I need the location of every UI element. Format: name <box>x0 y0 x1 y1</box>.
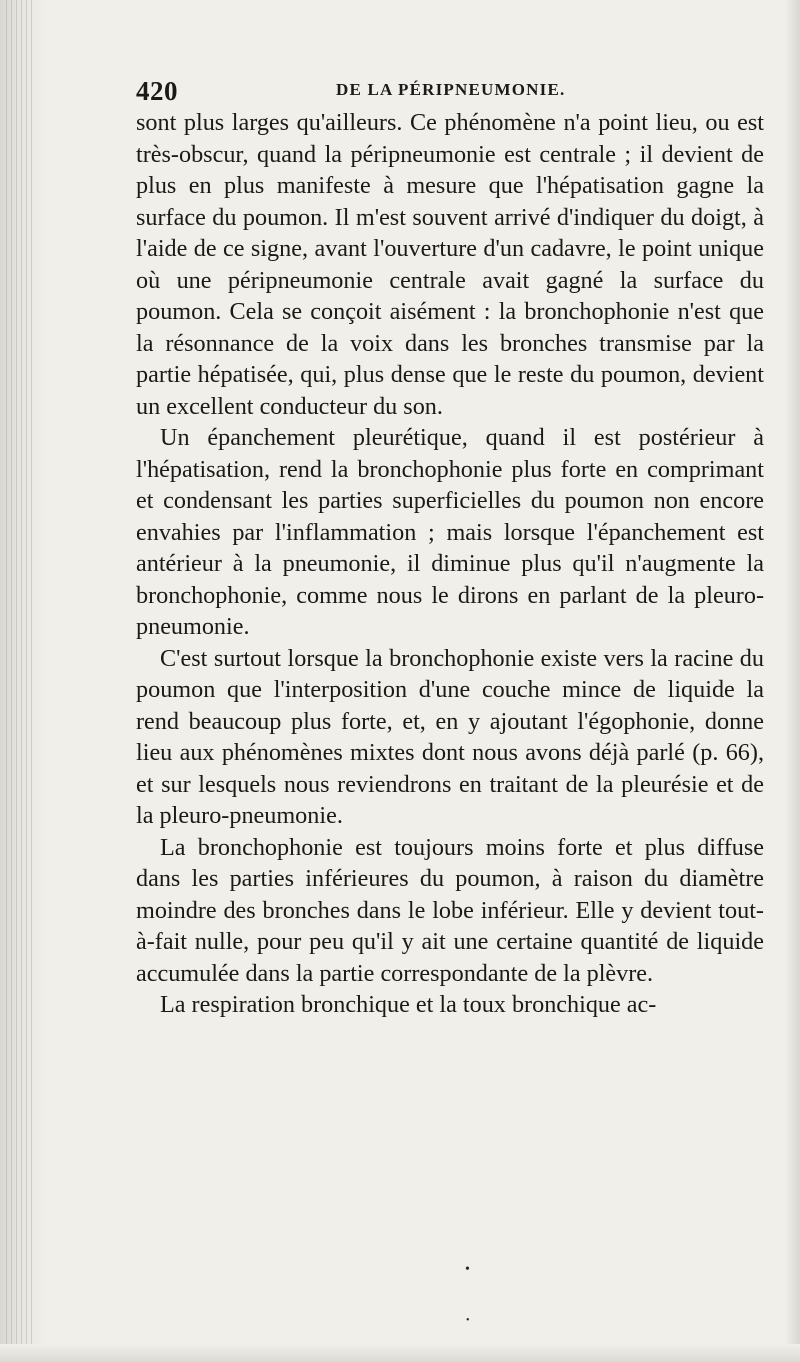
running-head: DE LA PÉRIPNEUMONIE. <box>336 80 566 99</box>
page-header <box>136 76 796 104</box>
page-number: 420 <box>136 76 178 106</box>
page-right-edge <box>786 0 800 1362</box>
print-speck: • <box>466 1315 470 1326</box>
page-bottom-edge <box>0 1344 800 1362</box>
paragraph-3: C'est surtout lorsque la bronchophonie existe vers la racine du poumon que l'interposition d'une couche mince de liquide la rend beaucoup plus forte, et, en y ajoutant l'égophonie, donne lieu aux phénomènes mixtes dont nous avons déjà parlé (p. 66), et sur lesquels nous reviendrons en traitant de la pleurésie et de la pleuro-pneumonie. <box>136 644 764 829</box>
binding-gutter-lines <box>6 0 32 1362</box>
paragraph-5: La respiration bronchique et la toux bronchique ac- <box>160 991 657 1018</box>
paragraph-4: La bronchophonie est toujours moins forte et plus diffuse dans les parties inférieures du poumon, à raison du diamètre moindre des bronches dans le lobe inférieur. Elle y devient tout-à-fait nulle, pour peu qu'il y ait une certaine quantité de liquide accumulée dans la partie correspondante de la plèvre. <box>136 833 764 987</box>
body-text <box>136 107 764 1021</box>
print-speck: • <box>465 1262 470 1277</box>
paragraph-1: sont plus larges qu'ailleurs. Ce phénomène n'a point lieu, ou est très-obscur, quand la péripneumonie est centrale ; il devient de plus en plus manifeste à mesure que l'hépatisation gagne la surface du poumon. Il m'est souvent arrivé d'indiquer du doigt, à l'aide de ce signe, avant l'ouverture d'un cadavre, le point unique où une péripneumonie centrale avait gagné la surface du poumon. Cela se conçoit aisément : la bronchophonie n'est que la résonnance de la voix dans les bronches transmise par la partie hépatisée, qui, plus dense que le reste du poumon, devient un excellent conducteur du son. <box>136 109 764 420</box>
paragraph-2: Un épanchement pleurétique, quand il est postérieur à l'hépatisation, rend la bronchophonie plus forte en comprimant et condensant les parties superficielles du poumon non encore envahies par l'inflammation ; mais lorsque l'épanchement est antérieur à la pneumonie, il diminue plus qu'il n'augmente la bronchophonie, comme nous le dirons en parlant de la pleuro-pneumonie. <box>136 424 764 640</box>
